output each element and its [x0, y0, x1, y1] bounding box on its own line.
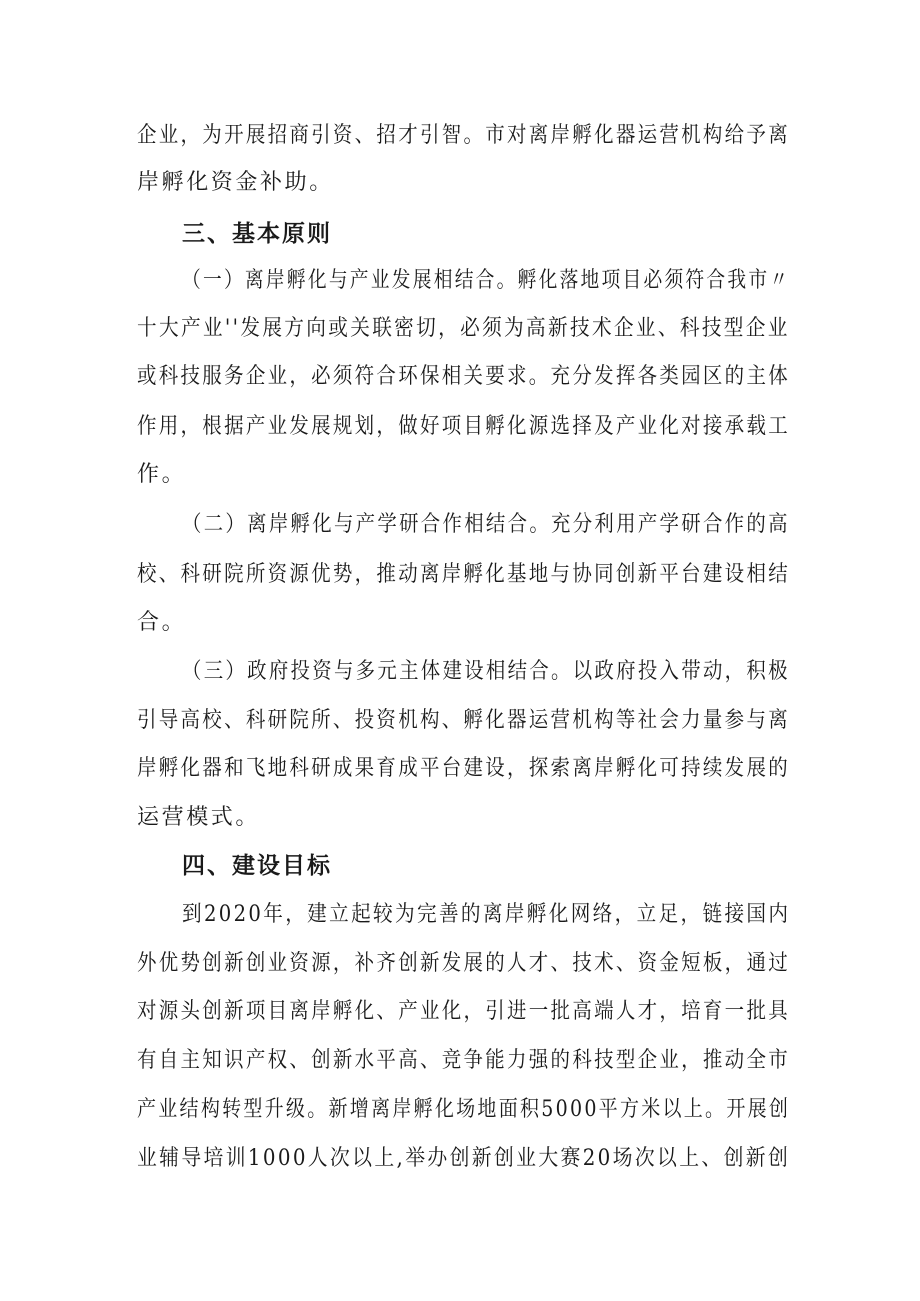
intro-line-1: 企业，为开展招商引资、招才引智。市对离岸孵化器运营机构给予离 [137, 123, 790, 148]
goal-line-3: 对源头创新项目离岸孵化、产业化，引进一批高端人才，培育一批具 [137, 999, 790, 1024]
principle-1-line-2: 十大产业''发展方向或关联密切，必须为高新技术企业、科技型企业 [137, 316, 790, 341]
principle-2-line-1: （二）离岸孵化与产学研合作相结合。充分利用产学研合作的高 [182, 512, 790, 537]
intro-line-2: 岸孵化资金补助。 [137, 170, 334, 195]
principle-2-line-3: 合。 [137, 610, 187, 635]
principle-2-line-2: 校、科研院所资源优势，推动离岸孵化基地与协同创新平台建设相结 [137, 562, 790, 587]
goal-line-6: 业辅导培训1000人次以上,举办创新创业大赛20场次以上、创新创 [137, 1146, 791, 1171]
section-3-heading: 三、基本原则 [182, 221, 332, 247]
principle-1-line-4: 作用，根据产业发展规划，做好项目孵化源选择及产业化对接承载工 [137, 414, 790, 439]
goal-line-1: 到2020年，建立起较为完善的离岸孵化网络，立足，链接国内 [182, 902, 791, 927]
principle-3-line-3: 岸孵化器和飞地科研成果育成平台建设，探索离岸孵化可持续发展的 [137, 756, 790, 781]
principle-1-line-5: 作。 [137, 462, 187, 487]
principle-1-line-1: （一）离岸孵化与产业发展相结合。孵化落地项目必须符合我市〃 [182, 268, 791, 293]
goal-line-4: 有自主知识产权、创新水平高、竞争能力强的科技型企业，推动全市 [137, 1048, 790, 1073]
principle-1-line-3: 或科技服务企业，必须符合环保相关要求。充分发挥各类园区的主体 [137, 364, 790, 389]
principle-3-line-1: （三）政府投资与多元主体建设相结合。以政府投入带动，积极 [182, 659, 790, 684]
principle-3-line-4: 运营模式。 [137, 805, 261, 830]
goal-line-5: 产业结构转型升级。新增离岸孵化场地面积5000平方米以上。开展创 [137, 1097, 791, 1122]
goal-line-2: 外优势创新创业资源，补齐创新发展的人才、技术、资金短板，通过 [137, 951, 790, 976]
principle-3-line-2: 引导高校、科研院所、投资机构、孵化器运营机构等社会力量参与离 [137, 708, 790, 733]
section-4-heading: 四、建设目标 [182, 853, 332, 879]
